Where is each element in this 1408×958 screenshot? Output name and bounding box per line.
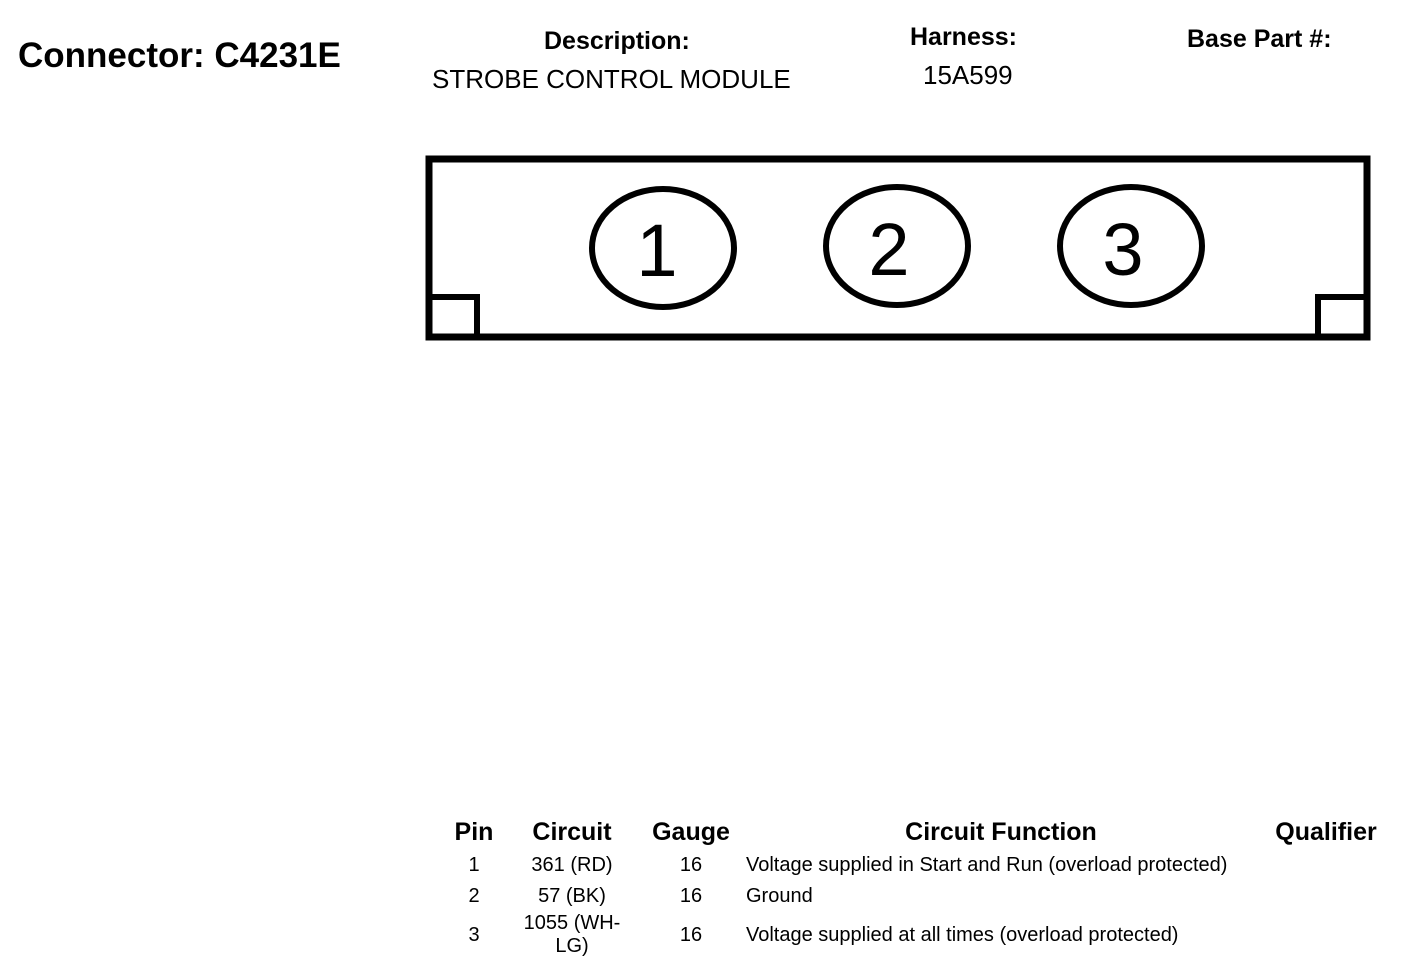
- harness-label: Harness:: [910, 23, 1017, 51]
- column-header-qualifier: Qualifier: [1275, 817, 1377, 846]
- pin-cell: 3: [468, 923, 480, 946]
- circuit-function-cell: Ground: [746, 885, 813, 907]
- qualifier-cell: [1256, 881, 1396, 912]
- description-value: STROBE CONTROL MODULE: [432, 64, 791, 94]
- qualifier-cell: [1256, 912, 1396, 958]
- column-header-gauge: Gauge: [652, 817, 730, 846]
- pin-number-label: 2: [868, 208, 910, 291]
- base-part-label: Base Part #:: [1187, 25, 1332, 53]
- gauge-cell: 16: [679, 885, 703, 907]
- pin-cell: 2: [468, 885, 480, 907]
- connector-title: Connector: C4231E: [18, 36, 341, 75]
- gauge-cell: 16: [679, 923, 703, 946]
- description-label: Description:: [544, 27, 690, 55]
- circuit-cell: 1055 (WH-LG): [523, 912, 621, 957]
- table-row: [440, 912, 1396, 958]
- connector-face-diagram: [0, 0, 1408, 360]
- harness-value: 15A599: [923, 60, 1013, 90]
- pin-cavity-2: [826, 187, 968, 305]
- pin-cavity-1: [592, 189, 734, 307]
- circuit-cell: 361 (RD): [531, 854, 613, 876]
- connector-latch-left: [429, 297, 477, 337]
- connector-latch-right: [1318, 297, 1367, 337]
- qualifier-cell: [1256, 850, 1396, 881]
- circuit-cell: 57 (BK): [538, 885, 606, 907]
- circuit-function-cell: Voltage supplied at all times (overload protected): [746, 923, 1179, 946]
- column-header-pin: Pin: [454, 817, 494, 846]
- circuit-function-cell: Voltage supplied in Start and Run (overload protected): [746, 854, 1228, 876]
- pin-cell: 1: [468, 854, 480, 876]
- pin-number-label: 1: [636, 209, 678, 292]
- column-header-circuit-function: Circuit Function: [905, 817, 1097, 846]
- pinout-table: [440, 814, 1396, 958]
- pin-number-label: 3: [1102, 208, 1144, 291]
- column-header-circuit: Circuit: [532, 817, 612, 846]
- table-header-row: [440, 814, 1396, 850]
- gauge-cell: 16: [679, 854, 703, 876]
- table-row: [440, 881, 1396, 912]
- table-row: [440, 850, 1396, 881]
- pin-cavity-3: [1060, 187, 1202, 305]
